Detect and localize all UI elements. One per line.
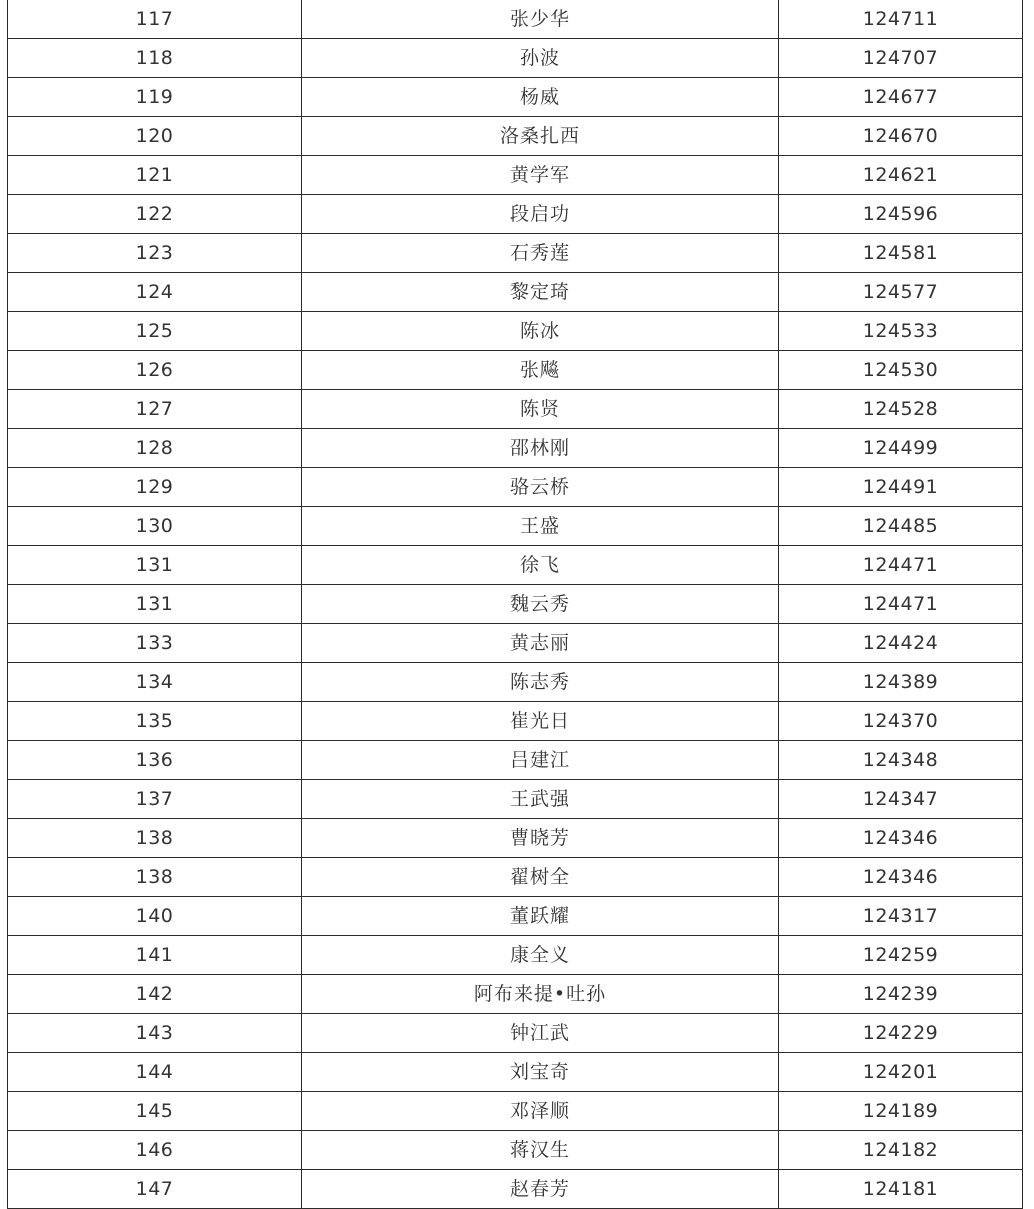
rank-cell: 119 [8, 78, 302, 117]
rank-cell: 134 [8, 663, 302, 702]
score-cell: 124530 [779, 351, 1023, 390]
name-cell: 黎定琦 [302, 273, 779, 312]
name-cell: 邵林刚 [302, 429, 779, 468]
rank-cell: 133 [8, 624, 302, 663]
name-cell: 孙波 [302, 39, 779, 78]
table-row [8, 741, 1023, 780]
rank-cell: 130 [8, 507, 302, 546]
score-cell: 124181 [779, 1170, 1023, 1209]
score-cell: 124670 [779, 117, 1023, 156]
table-row [8, 819, 1023, 858]
name-cell: 康全义 [302, 936, 779, 975]
rank-cell: 121 [8, 156, 302, 195]
table-row [8, 156, 1023, 195]
score-cell: 124201 [779, 1053, 1023, 1092]
score-cell: 124533 [779, 312, 1023, 351]
table-row [8, 1170, 1023, 1209]
score-cell: 124528 [779, 390, 1023, 429]
name-cell: 黄学军 [302, 156, 779, 195]
score-cell: 124581 [779, 234, 1023, 273]
name-cell: 吕建江 [302, 741, 779, 780]
table-row [8, 546, 1023, 585]
score-cell: 124239 [779, 975, 1023, 1014]
score-cell: 124424 [779, 624, 1023, 663]
rank-cell: 146 [8, 1131, 302, 1170]
rank-cell: 124 [8, 273, 302, 312]
rank-cell: 138 [8, 858, 302, 897]
table-row [8, 780, 1023, 819]
table-row [8, 117, 1023, 156]
name-cell: 徐飞 [302, 546, 779, 585]
table-row [8, 390, 1023, 429]
score-cell: 124259 [779, 936, 1023, 975]
name-cell: 杨威 [302, 78, 779, 117]
name-cell: 黄志丽 [302, 624, 779, 663]
score-cell: 124346 [779, 858, 1023, 897]
ranking-table-container [7, 0, 1022, 1209]
score-cell: 124711 [779, 0, 1023, 39]
score-cell: 124370 [779, 702, 1023, 741]
table-row [8, 663, 1023, 702]
name-cell: 王盛 [302, 507, 779, 546]
name-cell: 张少华 [302, 0, 779, 39]
rank-cell: 138 [8, 819, 302, 858]
score-cell: 124596 [779, 195, 1023, 234]
rank-cell: 127 [8, 390, 302, 429]
table-row [8, 1014, 1023, 1053]
rank-cell: 141 [8, 936, 302, 975]
table-row [8, 936, 1023, 975]
name-cell: 陈贤 [302, 390, 779, 429]
score-cell: 124389 [779, 663, 1023, 702]
rank-cell: 137 [8, 780, 302, 819]
name-cell: 王武强 [302, 780, 779, 819]
score-cell: 124229 [779, 1014, 1023, 1053]
rank-cell: 117 [8, 0, 302, 39]
table-row [8, 234, 1023, 273]
table-row [8, 195, 1023, 234]
rank-cell: 147 [8, 1170, 302, 1209]
rank-cell: 125 [8, 312, 302, 351]
name-cell: 邓泽顺 [302, 1092, 779, 1131]
table-row [8, 507, 1023, 546]
name-cell: 骆云桥 [302, 468, 779, 507]
rank-cell: 128 [8, 429, 302, 468]
name-cell: 石秀莲 [302, 234, 779, 273]
ranking-table-body [8, 0, 1023, 1209]
score-cell: 124189 [779, 1092, 1023, 1131]
name-cell: 张飚 [302, 351, 779, 390]
score-cell: 124347 [779, 780, 1023, 819]
rank-cell: 120 [8, 117, 302, 156]
score-cell: 124621 [779, 156, 1023, 195]
score-cell: 124677 [779, 78, 1023, 117]
name-cell: 段启功 [302, 195, 779, 234]
score-cell: 124182 [779, 1131, 1023, 1170]
name-cell: 陈冰 [302, 312, 779, 351]
rank-cell: 143 [8, 1014, 302, 1053]
rank-cell: 123 [8, 234, 302, 273]
rank-cell: 135 [8, 702, 302, 741]
name-cell: 陈志秀 [302, 663, 779, 702]
rank-cell: 126 [8, 351, 302, 390]
table-row [8, 858, 1023, 897]
score-cell: 124317 [779, 897, 1023, 936]
name-cell: 钟江武 [302, 1014, 779, 1053]
rank-cell: 136 [8, 741, 302, 780]
table-row [8, 585, 1023, 624]
score-cell: 124491 [779, 468, 1023, 507]
table-row [8, 351, 1023, 390]
rank-cell: 145 [8, 1092, 302, 1131]
name-cell: 魏云秀 [302, 585, 779, 624]
rank-cell: 140 [8, 897, 302, 936]
table-row [8, 429, 1023, 468]
table-row [8, 273, 1023, 312]
score-cell: 124499 [779, 429, 1023, 468]
name-cell: 曹晓芳 [302, 819, 779, 858]
table-row [8, 78, 1023, 117]
score-cell: 124471 [779, 585, 1023, 624]
table-row [8, 702, 1023, 741]
name-cell: 洛桑扎西 [302, 117, 779, 156]
table-row [8, 1092, 1023, 1131]
score-cell: 124707 [779, 39, 1023, 78]
table-row [8, 624, 1023, 663]
name-cell: 蒋汉生 [302, 1131, 779, 1170]
rank-cell: 131 [8, 546, 302, 585]
rank-cell: 129 [8, 468, 302, 507]
rank-cell: 142 [8, 975, 302, 1014]
table-row [8, 468, 1023, 507]
ranking-table [7, 0, 1023, 1209]
table-row [8, 1053, 1023, 1092]
rank-cell: 131 [8, 585, 302, 624]
name-cell: 刘宝奇 [302, 1053, 779, 1092]
table-row [8, 312, 1023, 351]
table-row [8, 39, 1023, 78]
name-cell: 董跃耀 [302, 897, 779, 936]
name-cell: 赵春芳 [302, 1170, 779, 1209]
score-cell: 124348 [779, 741, 1023, 780]
score-cell: 124485 [779, 507, 1023, 546]
name-cell: 阿布来提•吐孙 [302, 975, 779, 1014]
name-cell: 崔光日 [302, 702, 779, 741]
rank-cell: 144 [8, 1053, 302, 1092]
score-cell: 124346 [779, 819, 1023, 858]
rank-cell: 122 [8, 195, 302, 234]
name-cell: 翟树全 [302, 858, 779, 897]
table-row [8, 1131, 1023, 1170]
score-cell: 124471 [779, 546, 1023, 585]
table-row [8, 897, 1023, 936]
table-row [8, 0, 1023, 39]
rank-cell: 118 [8, 39, 302, 78]
table-row [8, 975, 1023, 1014]
score-cell: 124577 [779, 273, 1023, 312]
